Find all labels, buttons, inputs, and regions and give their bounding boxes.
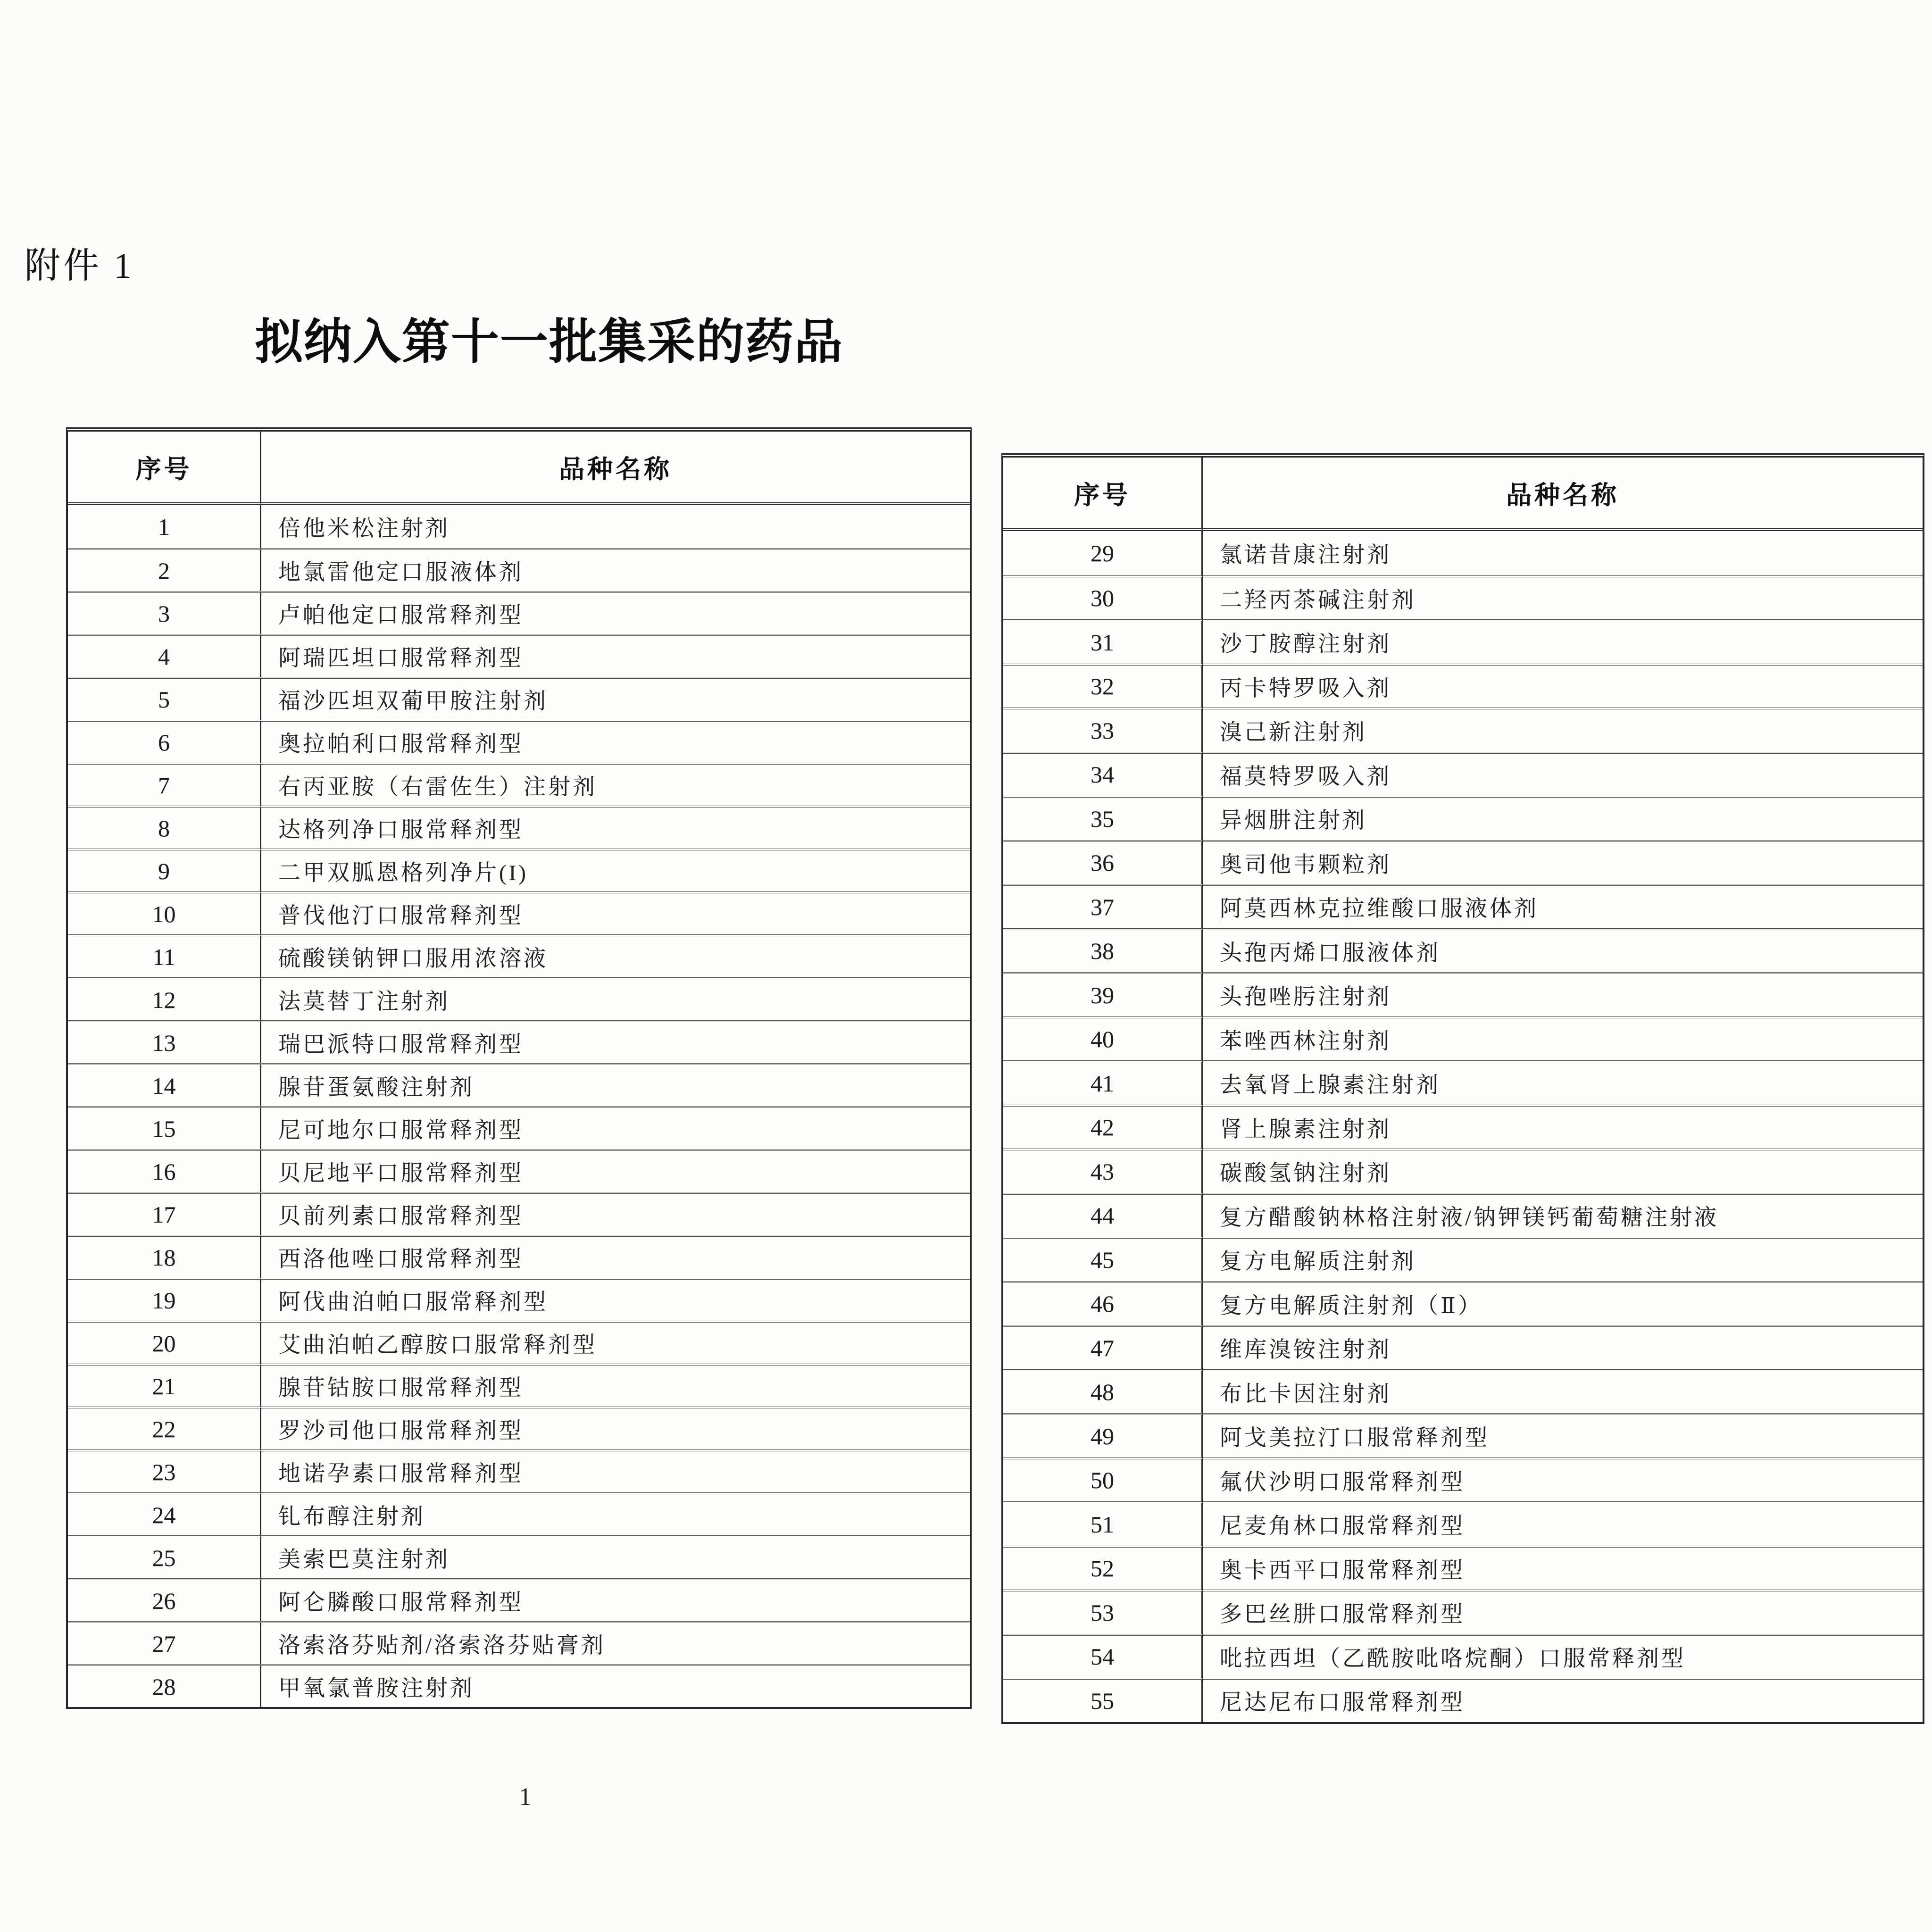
row-index-cell: 45 xyxy=(1003,1237,1203,1281)
row-index-cell: 4 xyxy=(68,634,261,677)
row-index-cell: 6 xyxy=(68,720,261,763)
row-name-cell: 奥拉帕利口服常释剂型 xyxy=(261,720,970,763)
row-index-cell: 9 xyxy=(68,849,261,891)
row-name-cell: 尼可地尔口服常释剂型 xyxy=(261,1106,970,1149)
row-name-cell: 右丙亚胺（右雷佐生）注射剂 xyxy=(261,763,970,806)
column-header-index: 序号 xyxy=(1003,458,1203,531)
row-name-cell: 头孢唑肟注射剂 xyxy=(1203,972,1923,1016)
row-name-cell: 阿莫西林克拉维酸口服液体剂 xyxy=(1203,884,1923,928)
row-index-cell: 3 xyxy=(68,591,261,634)
row-name-cell: 复方电解质注射剂（Ⅱ） xyxy=(1203,1281,1923,1325)
row-index-cell: 10 xyxy=(68,891,261,934)
row-index-cell: 16 xyxy=(68,1149,261,1192)
row-name-cell: 阿伐曲泊帕口服常释剂型 xyxy=(261,1278,970,1321)
page-number: 1 xyxy=(519,1782,532,1811)
row-index-cell: 38 xyxy=(1003,928,1203,973)
row-name-cell: 地氯雷他定口服液体剂 xyxy=(261,548,970,591)
row-index-cell: 53 xyxy=(1003,1590,1203,1634)
row-index-cell: 18 xyxy=(68,1235,261,1278)
row-name-cell: 布比卡因注射剂 xyxy=(1203,1369,1923,1414)
row-name-cell: 普伐他汀口服常释剂型 xyxy=(261,891,970,934)
row-name-cell: 贝前列素口服常释剂型 xyxy=(261,1192,970,1235)
row-index-cell: 29 xyxy=(1003,531,1203,575)
row-name-cell: 氯诺昔康注射剂 xyxy=(1220,543,1391,568)
row-name-cell: 奥卡西平口服常释剂型 xyxy=(1203,1546,1923,1590)
row-name-cell: 沙丁胺醇注射剂 xyxy=(1203,619,1923,664)
row-index-cell: 36 xyxy=(1003,840,1203,884)
row-index-cell: 7 xyxy=(68,763,261,806)
row-index-cell: 40 xyxy=(1003,1016,1203,1061)
row-name-cell: 二羟丙茶碱注射剂 xyxy=(1203,575,1923,620)
row-index-cell: 33 xyxy=(1003,708,1203,752)
drug-table-left xyxy=(66,427,972,1709)
row-name-cell: 阿戈美拉汀口服常释剂型 xyxy=(1203,1413,1923,1457)
row-index-cell: 11 xyxy=(68,934,261,977)
row-index-cell: 17 xyxy=(68,1192,261,1235)
column-header-index: 序号 xyxy=(68,432,261,505)
row-name-cell: 溴己新注射剂 xyxy=(1203,708,1923,752)
row-name-cell: 倍他米松注射剂 xyxy=(278,516,450,541)
row-name-cell: 贝尼地平口服常释剂型 xyxy=(261,1149,970,1192)
row-name-cell: 美索巴莫注射剂 xyxy=(261,1535,970,1578)
row-index-cell: 2 xyxy=(68,548,261,591)
row-index-cell: 28 xyxy=(68,1664,261,1707)
row-index-cell: 23 xyxy=(68,1449,261,1492)
row-name-cell: 硫酸镁钠钾口服用浓溶液 xyxy=(261,934,970,977)
row-index-cell: 32 xyxy=(1003,664,1203,708)
column-header-name: 品种名称 xyxy=(261,432,970,505)
row-index-cell: 44 xyxy=(1003,1193,1203,1237)
row-name-cell: 维库溴铵注射剂 xyxy=(1203,1325,1923,1369)
row-index-cell: 24 xyxy=(68,1492,261,1535)
row-name-cell: 尼达尼布口服常释剂型 xyxy=(1203,1678,1923,1722)
row-index-cell: 49 xyxy=(1003,1413,1203,1457)
attachment-label: 附件 1 xyxy=(25,246,134,286)
drug-table-right xyxy=(1001,453,1924,1724)
row-index-cell: 43 xyxy=(1003,1149,1203,1193)
row-name-cell: 多巴丝肼口服常释剂型 xyxy=(1203,1590,1923,1634)
row-index-cell: 50 xyxy=(1003,1457,1203,1502)
row-name-cell: 洛索洛芬贴剂/洛索洛芬贴膏剂 xyxy=(261,1621,970,1664)
row-name-cell: 氟伏沙明口服常释剂型 xyxy=(1203,1457,1923,1502)
row-name-cell: 去氧肾上腺素注射剂 xyxy=(1203,1060,1923,1105)
row-name-cell: 罗沙司他口服常释剂型 xyxy=(261,1407,970,1449)
row-name-cell: 二甲双胍恩格列净片(I) xyxy=(261,849,970,891)
row-index-cell: 31 xyxy=(1003,619,1203,664)
row-name-cell: 福沙匹坦双葡甲胺注射剂 xyxy=(261,677,970,720)
row-index-cell: 15 xyxy=(68,1106,261,1149)
row-index-cell: 19 xyxy=(68,1278,261,1321)
row-index-cell: 37 xyxy=(1003,884,1203,928)
row-index-cell: 42 xyxy=(1003,1105,1203,1149)
row-name-cell: 吡拉西坦（乙酰胺吡咯烷酮）口服常释剂型 xyxy=(1203,1634,1923,1678)
row-index-cell: 41 xyxy=(1003,1060,1203,1105)
row-index-cell: 47 xyxy=(1003,1325,1203,1369)
column-header-name: 品种名称 xyxy=(1203,458,1923,531)
row-name-cell: 西洛他唑口服常释剂型 xyxy=(261,1235,970,1278)
row-name-cell: 尼麦角林口服常释剂型 xyxy=(1203,1501,1923,1546)
row-index-cell: 12 xyxy=(68,977,261,1020)
row-name-cell: 阿瑞匹坦口服常释剂型 xyxy=(261,634,970,677)
row-index-cell: 39 xyxy=(1003,972,1203,1016)
row-index-cell: 8 xyxy=(68,806,261,849)
row-index-cell: 21 xyxy=(68,1364,261,1407)
page-title: 拟纳入第十一批集采的药品 xyxy=(255,315,843,369)
row-index-cell: 13 xyxy=(68,1020,261,1063)
row-index-cell: 25 xyxy=(68,1535,261,1578)
row-name-cell: 腺苷蛋氨酸注射剂 xyxy=(261,1063,970,1106)
row-name-cell: 卢帕他定口服常释剂型 xyxy=(261,591,970,634)
row-index-cell: 22 xyxy=(68,1407,261,1449)
row-name-cell: 钆布醇注射剂 xyxy=(261,1492,970,1535)
row-index-cell: 54 xyxy=(1003,1634,1203,1678)
row-name-cell: 甲氧氯普胺注射剂 xyxy=(261,1664,970,1707)
row-index-cell: 14 xyxy=(68,1063,261,1106)
row-name-cell: 腺苷钴胺口服常释剂型 xyxy=(261,1364,970,1407)
row-name-cell: 异烟肼注射剂 xyxy=(1203,796,1923,840)
row-name-cell: 苯唑西林注射剂 xyxy=(1203,1016,1923,1061)
row-index-cell: 51 xyxy=(1003,1501,1203,1546)
row-name-cell: 法莫替丁注射剂 xyxy=(261,977,970,1020)
row-index-cell: 1 xyxy=(68,505,261,548)
row-name-cell: 头孢丙烯口服液体剂 xyxy=(1203,928,1923,973)
row-index-cell: 5 xyxy=(68,677,261,720)
row-name-cell: 丙卡特罗吸入剂 xyxy=(1203,664,1923,708)
row-index-cell: 48 xyxy=(1003,1369,1203,1414)
row-name-cell: 瑞巴派特口服常释剂型 xyxy=(261,1020,970,1063)
row-name-cell: 地诺孕素口服常释剂型 xyxy=(261,1449,970,1492)
row-name-cell: 达格列净口服常释剂型 xyxy=(261,806,970,849)
row-name-cell: 复方醋酸钠林格注射液/钠钾镁钙葡萄糖注射液 xyxy=(1203,1193,1923,1237)
row-index-cell: 34 xyxy=(1003,752,1203,796)
row-name-cell: 碳酸氢钠注射剂 xyxy=(1203,1149,1923,1193)
row-index-cell: 46 xyxy=(1003,1281,1203,1325)
row-name-cell: 奥司他韦颗粒剂 xyxy=(1203,840,1923,884)
row-index-cell: 52 xyxy=(1003,1546,1203,1590)
row-index-cell: 35 xyxy=(1003,796,1203,840)
row-index-cell: 20 xyxy=(68,1321,261,1364)
row-name-cell: 阿仑膦酸口服常释剂型 xyxy=(261,1578,970,1621)
row-index-cell: 55 xyxy=(1003,1678,1203,1722)
row-name-cell: 复方电解质注射剂 xyxy=(1203,1237,1923,1281)
row-index-cell: 27 xyxy=(68,1621,261,1664)
row-index-cell: 26 xyxy=(68,1578,261,1621)
row-name-cell: 福莫特罗吸入剂 xyxy=(1203,752,1923,796)
row-name-cell: 艾曲泊帕乙醇胺口服常释剂型 xyxy=(261,1321,970,1364)
row-index-cell: 30 xyxy=(1003,575,1203,620)
row-name-cell: 肾上腺素注射剂 xyxy=(1203,1105,1923,1149)
